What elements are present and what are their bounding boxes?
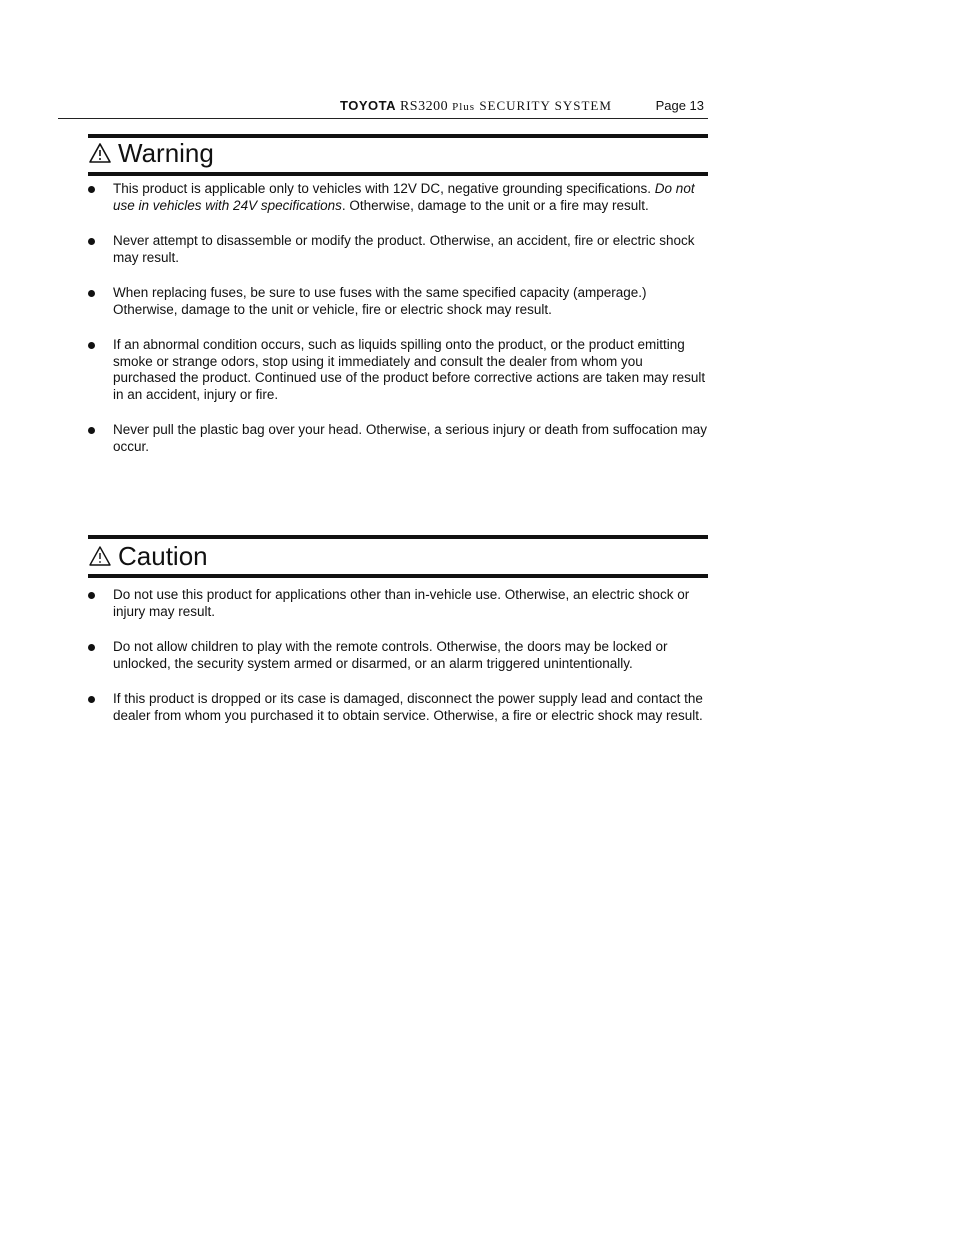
brand-name: TOYOTA — [340, 98, 396, 113]
system-name: SECURITY SYSTEM — [475, 98, 612, 113]
item-text: Do not use this product for applications other than in-vehicle use. Otherwise, an electric shock or injury may result. — [113, 587, 690, 619]
caution-list — [88, 587, 708, 724]
bullet — [88, 290, 95, 297]
page-number: Page 13 — [655, 98, 704, 113]
list-item — [88, 587, 708, 620]
caution-triangle-icon — [88, 545, 112, 567]
page-header — [58, 96, 708, 119]
item-text: Never pull the plastic bag over your head. Otherwise, a serious injury or death from suffocation may occur. — [113, 422, 708, 454]
item-text: If an abnormal condition occurs, such as liquids spilling onto the product, or the product emitting smoke or strange odors, stop using it immediately and consult the dealer from whom you purchased the product. Continued use of the product before corrective actions are taken may result in an accident, injury or fire. — [113, 337, 706, 402]
item-emphasis: Do not use in vehicles with 24V specifications — [113, 181, 695, 213]
caution-bottom-rule — [88, 574, 708, 578]
model-plus: Plus — [452, 101, 476, 113]
warning-heading — [88, 138, 214, 168]
item-text: This product is applicable only to vehicles with 12V DC, negative grounding specifications. — [113, 181, 655, 196]
bullet — [88, 644, 95, 651]
warning-title: Warning — [118, 138, 214, 168]
bullet — [88, 696, 95, 703]
caution-heading — [88, 541, 208, 571]
caution-top-rule — [88, 535, 708, 539]
bullet — [88, 238, 95, 245]
list-item — [88, 691, 708, 724]
item-text: Do not allow children to play with the remote controls. Otherwise, the doors may be locked or unlocked, the security system armed or disarmed, or an alarm triggered unintentionally. — [113, 639, 668, 671]
bullet — [88, 186, 95, 193]
bullet — [88, 592, 95, 599]
item-text: When replacing fuses, be sure to use fuses with the same specified capacity (amperage.) Otherwise, damage to the unit or vehicle, fire or electric shock may result. — [113, 285, 647, 317]
list-item — [88, 422, 708, 455]
bullet — [88, 427, 95, 434]
list-item — [88, 337, 708, 403]
caution-title: Caution — [118, 541, 208, 571]
bullet — [88, 342, 95, 349]
item-text-after: . Otherwise, damage to the unit or a fire may result. — [341, 197, 649, 213]
list-item — [88, 285, 708, 318]
document-title — [340, 98, 612, 115]
model-name: RS3200 — [395, 99, 453, 114]
list-item — [88, 639, 708, 672]
warning-bottom-rule — [88, 172, 708, 176]
item-text: Never attempt to disassemble or modify the product. Otherwise, an accident, fire or electric shock may result. — [113, 233, 695, 265]
list-item — [88, 181, 708, 214]
item-text: If this product is dropped or its case is damaged, disconnect the power supply lead and contact the dealer from whom you purchased it to obtain service. Otherwise, a fire or electric shock may result. — [113, 691, 703, 723]
list-item — [88, 233, 708, 266]
warning-triangle-icon — [88, 142, 112, 164]
warning-list — [88, 181, 708, 455]
